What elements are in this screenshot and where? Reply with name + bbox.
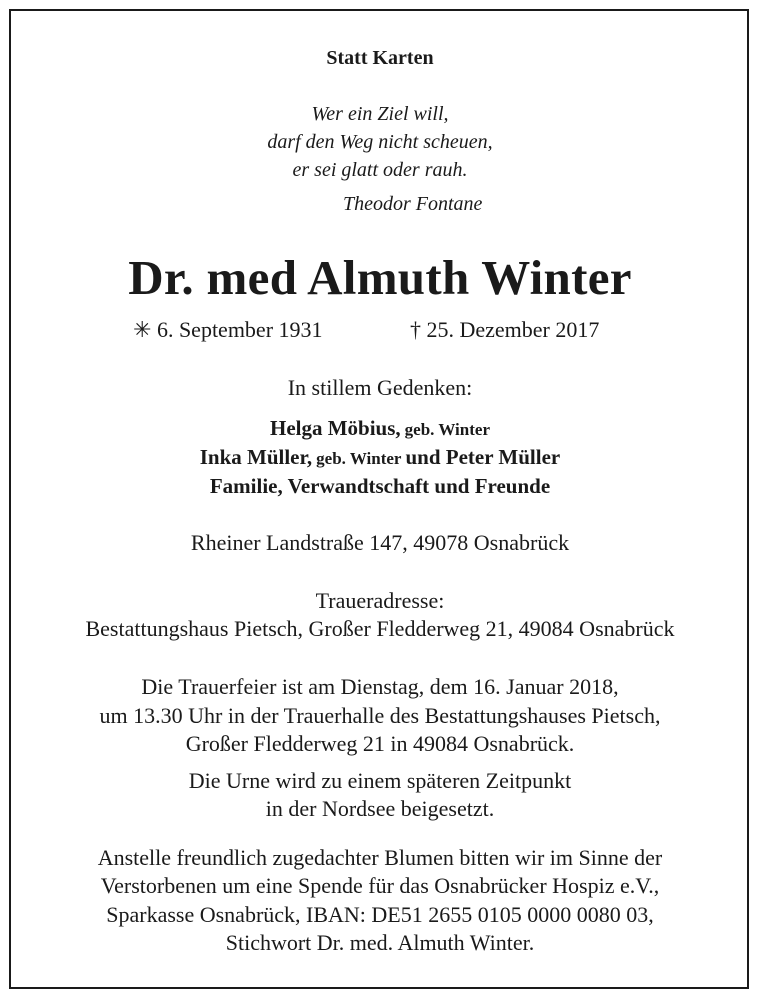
- birth-star-icon: ✳: [133, 317, 152, 342]
- notice-heading: Statt Karten: [326, 47, 434, 69]
- mourner-maiden-name-2: geb. Winter: [316, 449, 402, 468]
- trauer-address-value: Bestattungshaus Pietsch, Großer Fledderweg 21, 49084 Osnabrück: [85, 616, 675, 641]
- quote-line-1: Wer ein Ziel will,: [311, 103, 449, 125]
- quote-line-2: darf den Weg nicht scheuen,: [267, 131, 493, 153]
- mourner-maiden-name-1: geb. Winter: [404, 420, 490, 439]
- urn-line-1: Die Urne wird zu einem späteren Zeitpunkt: [188, 768, 572, 793]
- home-address: Rheiner Landstraße 147, 49078 Osnabrück: [190, 530, 570, 555]
- mourner-name-inka: Inka Müller,: [199, 445, 313, 469]
- mourner-line-2: [0, 445, 760, 470]
- urn-line-2: in der Nordsee beigesetzt.: [265, 796, 495, 821]
- notice-border: [9, 9, 749, 989]
- donation-line-2: Verstorbenen um eine Spende für das Osnabrücker Hospiz e.V.,: [100, 873, 660, 898]
- donation-line-3: Sparkasse Osnabrück, IBAN: DE51 2655 0105 0000 0080 03,: [106, 902, 654, 927]
- donation-line-1: Anstelle freundlich zugedachter Blumen bitten wir im Sinne der: [97, 845, 663, 870]
- mourner-name-peter: und Peter Müller: [405, 445, 561, 469]
- funeral-line-1: Die Trauerfeier ist am Dienstag, dem 16. Januar 2018,: [141, 674, 619, 699]
- trauer-address-label: Traueradresse:: [315, 588, 445, 613]
- mourner-line-3: Familie, Verwandtschaft und Freunde: [209, 474, 551, 498]
- life-dates: [0, 317, 760, 347]
- deceased-name: Dr. med Almuth Winter: [128, 250, 632, 305]
- death-date-text: 25. Dezember 2017: [426, 317, 600, 342]
- mourner-line-1: [0, 416, 760, 441]
- birth-date: [133, 317, 323, 343]
- mourners-intro: In stillem Gedenken:: [287, 375, 473, 400]
- funeral-line-2: um 13.30 Uhr in der Trauerhalle des Bestattungshauses Pietsch,: [99, 703, 661, 728]
- death-date: [410, 317, 599, 343]
- quote-line-3: er sei glatt oder rauh.: [292, 159, 468, 181]
- donation-line-4: Stichwort Dr. med. Almuth Winter.: [225, 930, 535, 955]
- birth-date-text: 6. September 1931: [156, 317, 323, 342]
- quote-author: Theodor Fontane: [343, 193, 483, 215]
- funeral-line-3: Großer Fledderweg 21 in 49084 Osnabrück.: [185, 731, 575, 756]
- death-cross-icon: †: [410, 317, 421, 342]
- mourner-name-helga: Helga Möbius,: [269, 416, 401, 440]
